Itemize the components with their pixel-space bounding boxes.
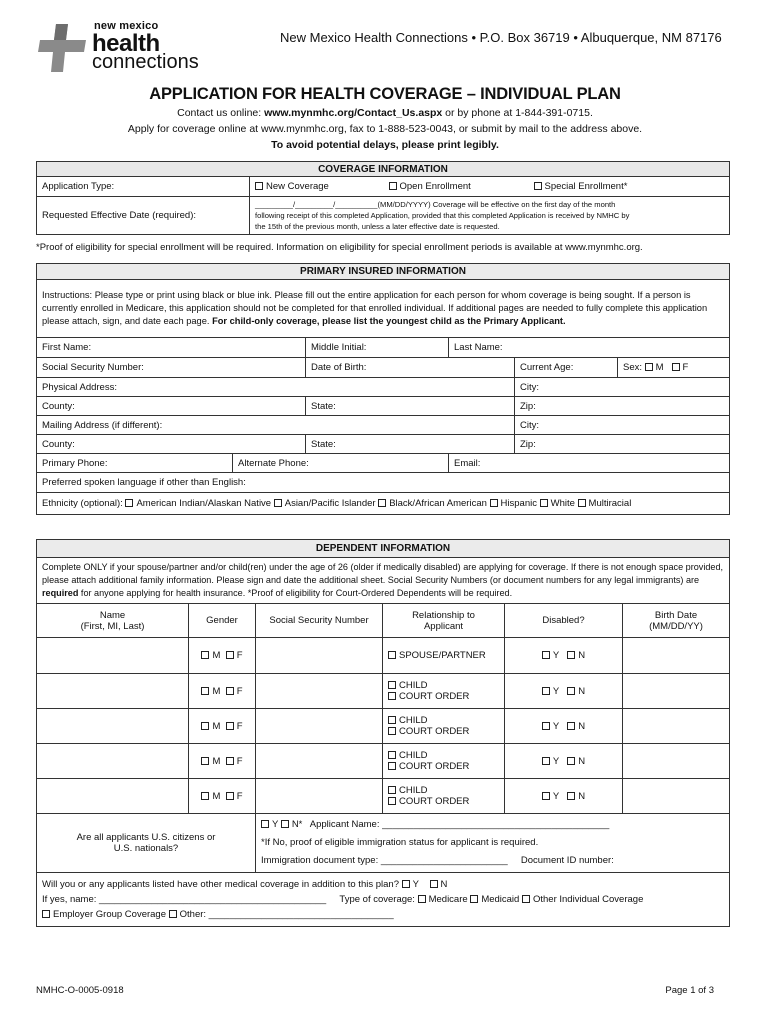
checkbox-icon[interactable]: [226, 651, 234, 659]
contact-link[interactable]: www.mynmhc.org/Contact_Us.aspx: [264, 107, 443, 119]
ethnicity-option: White: [550, 498, 575, 509]
table-row: [37, 709, 730, 744]
citizen-n: N*: [291, 819, 303, 830]
col-birthdate-header: [623, 604, 730, 638]
ssn-field[interactable]: Social Security Number:: [37, 358, 306, 378]
child-label: CHILD: [399, 785, 428, 796]
disabled-n: N: [578, 720, 586, 732]
logo-line2: health: [92, 30, 160, 57]
primary-phone-field[interactable]: Primary Phone:: [37, 454, 233, 473]
col-rel-line1: Relationship to: [412, 609, 475, 621]
dep-gender-field[interactable]: [189, 744, 256, 779]
medicare-label: Medicare: [428, 894, 468, 905]
col-birth-line2: (MM/DD/YY): [649, 620, 703, 632]
court-order-label: COURT ORDER: [399, 796, 470, 807]
state-field[interactable]: State:: [306, 397, 515, 416]
checkbox-icon[interactable]: [542, 722, 550, 730]
effective-date-field[interactable]: [250, 197, 730, 235]
new-coverage-option[interactable]: [250, 177, 384, 197]
checkbox-icon[interactable]: [522, 895, 530, 903]
col-disabled-header: Disabled?: [505, 604, 623, 638]
col-name-line2: (First, MI, Last): [80, 620, 145, 632]
checkbox-icon[interactable]: [226, 757, 234, 765]
effective-date-label: Requested Effective Date (required):: [37, 197, 250, 235]
contact-line: [0, 107, 770, 119]
open-enrollment-option[interactable]: [384, 177, 529, 197]
county-field[interactable]: County:: [37, 397, 306, 416]
open-enrollment-label: Open Enrollment: [399, 181, 471, 192]
applicant-name-field[interactable]: Applicant Name: ___________________________________________: [309, 819, 610, 830]
dependent-intro-end: for anyone applying for health insurance. *Proof of eligibility for Court-Ordered Dependents will be required.: [78, 588, 513, 598]
dep-disabled-field[interactable]: [505, 779, 623, 814]
disabled-y: Y: [552, 720, 560, 732]
gender-f: F: [236, 650, 243, 661]
checkbox-icon[interactable]: [567, 757, 575, 765]
dep-relationship-field[interactable]: [383, 709, 505, 744]
gender-f: F: [236, 720, 243, 732]
instructions-text: Instructions: Please type or print using black or blue ink. Please fill out the entire application for each person for whom coverage is being sought. If a person is currently enrolled in Medicare, this application should not be completed for that enrolled individual. If additional pages are needed to fully complete this application please attach, sign, and date each page.: [42, 290, 708, 326]
table-row: [37, 744, 730, 779]
checkbox-icon[interactable]: [388, 651, 396, 659]
table-row: [37, 638, 730, 674]
col-name-header: [37, 604, 189, 638]
dep-name-field[interactable]: [37, 674, 189, 709]
col-ssn-header: Social Security Number: [256, 604, 383, 638]
dep-gender-field[interactable]: [189, 638, 256, 674]
sex-m-label: M: [655, 362, 664, 373]
dep-relationship-field[interactable]: [383, 674, 505, 709]
checkbox-icon[interactable]: [542, 792, 550, 800]
page-number: Page 1 of 3: [665, 985, 714, 996]
mailing-address: New Mexico Health Connections • P.O. Box 36719 • Albuquerque, NM 87176: [280, 30, 722, 45]
disabled-n: N: [578, 755, 586, 767]
disabled-y: Y: [552, 650, 560, 661]
current-age-field[interactable]: Current Age:: [515, 358, 618, 378]
disabled-y: Y: [552, 685, 560, 697]
court-order-label: COURT ORDER: [399, 726, 470, 737]
checkbox-icon[interactable]: [255, 182, 263, 190]
sex-field[interactable]: [618, 358, 730, 378]
gender-m: M: [212, 790, 221, 802]
mailing-city-field[interactable]: City:: [515, 416, 730, 435]
citizen-y: Y: [272, 819, 279, 830]
effective-date-note-3: the 15th of the previous month, unless a later effective date is requested.: [255, 222, 500, 231]
court-order-label: COURT ORDER: [399, 761, 470, 772]
mailing-state-field[interactable]: State:: [306, 435, 515, 454]
mailing-address-field[interactable]: Mailing Address (if different):: [37, 416, 515, 435]
table-row: [37, 674, 730, 709]
coverage-table: [36, 161, 730, 235]
checkbox-icon[interactable]: [470, 895, 478, 903]
checkbox-icon[interactable]: [201, 687, 209, 695]
first-name-field[interactable]: First Name:: [37, 338, 306, 358]
dep-birthdate-field[interactable]: [623, 744, 730, 779]
effective-date-note-2: following receipt of this completed Application, provided that this completed Application is received by NMHC by: [255, 211, 630, 220]
checkbox-icon[interactable]: [388, 786, 396, 794]
employer-label: Employer Group Coverage: [53, 909, 166, 920]
checkbox-icon[interactable]: [490, 499, 498, 507]
immigration-note: *If No, proof of eligible immigration status for applicant is required.: [261, 837, 539, 848]
child-label: CHILD: [399, 715, 428, 726]
email-field[interactable]: [449, 454, 730, 473]
dep-disabled-field[interactable]: [505, 709, 623, 744]
dependent-intro-text: Complete ONLY if your spouse/partner and/or child(ren) under the age of 26 (older if medically disabled) are applying for coverage. If there is not enough space provided, please attach additional family information. Please sign and date the additional sheet. Social Security Numbers (or document numbers for any legal immigrants) are: [42, 562, 724, 585]
checkbox-icon[interactable]: [226, 687, 234, 695]
checkbox-icon[interactable]: [125, 499, 133, 507]
coverage-type-label: Type of coverage:: [339, 894, 415, 905]
ethnicity-option: Multiracial: [588, 498, 632, 509]
checkbox-icon[interactable]: [567, 722, 575, 730]
disabled-n: N: [578, 790, 586, 802]
col-name-line1: Name: [99, 609, 126, 621]
checkbox-icon[interactable]: [388, 681, 396, 689]
mailing-zip-field[interactable]: Zip:: [515, 435, 730, 454]
checkbox-icon[interactable]: [388, 716, 396, 724]
physical-address-field[interactable]: Physical Address:: [37, 378, 515, 397]
checkbox-icon[interactable]: [540, 499, 548, 507]
checkbox-icon[interactable]: [388, 692, 396, 700]
disabled-y: Y: [552, 755, 560, 767]
checkbox-icon[interactable]: [430, 880, 438, 888]
checkbox-icon[interactable]: [388, 751, 396, 759]
checkbox-icon[interactable]: [578, 499, 586, 507]
dep-birthdate-field[interactable]: [623, 779, 730, 814]
ethnicity-option: Hispanic: [500, 498, 537, 509]
other-coverage-section: [37, 873, 730, 927]
checkbox-icon[interactable]: [567, 687, 575, 695]
dep-disabled-field[interactable]: [505, 744, 623, 779]
disabled-n: N: [578, 650, 586, 661]
col-rel-line2: Applicant: [423, 620, 464, 632]
ethnicity-option: American Indian/Alaskan Native: [136, 498, 272, 509]
special-enrollment-option[interactable]: [529, 177, 730, 197]
dep-name-field[interactable]: [37, 709, 189, 744]
dep-disabled-field[interactable]: [505, 674, 623, 709]
logo: [36, 20, 206, 74]
dep-gender-field[interactable]: [189, 674, 256, 709]
gender-m: M: [212, 685, 221, 697]
col-gender-header: Gender: [189, 604, 256, 638]
coverage-heading: COVERAGE INFORMATION: [37, 162, 730, 177]
primary-heading: PRIMARY INSURED INFORMATION: [37, 264, 730, 280]
contact-suffix: or by phone at 1-844-391-0715.: [442, 107, 593, 119]
checkbox-icon[interactable]: [542, 687, 550, 695]
spouse-label: SPOUSE/PARTNER: [399, 650, 486, 661]
checkbox-icon[interactable]: [645, 363, 653, 371]
email-label: Email:: [454, 457, 481, 469]
dep-ssn-field[interactable]: [256, 744, 383, 779]
dep-disabled-field[interactable]: [505, 638, 623, 674]
language-field[interactable]: Preferred spoken language if other than English:: [37, 473, 730, 493]
checkbox-icon[interactable]: [567, 792, 575, 800]
dep-name-field[interactable]: [37, 744, 189, 779]
immigration-doc-field[interactable]: Immigration document type: ________________________: [261, 855, 508, 866]
checkbox-icon[interactable]: [42, 910, 50, 918]
effective-date-line: _________/_________/__________(MM/DD/YYYY) Coverage will be effective on the first day of the month: [255, 200, 616, 209]
checkbox-icon[interactable]: [201, 651, 209, 659]
primary-instructions: [37, 280, 730, 338]
checkbox-icon[interactable]: [418, 895, 426, 903]
dep-ssn-field[interactable]: [256, 779, 383, 814]
gender-f: F: [236, 790, 243, 802]
health-cross-icon: [36, 22, 88, 74]
child-label: CHILD: [399, 680, 428, 691]
checkbox-icon[interactable]: [201, 792, 209, 800]
dep-relationship-field[interactable]: [383, 779, 505, 814]
apply-line: Apply for coverage online at www.mynmhc.org, fax to 1-888-523-0043, or submit by mail to the address above.: [127, 123, 643, 135]
city-field[interactable]: City:: [515, 378, 730, 397]
checkbox-icon[interactable]: [567, 651, 575, 659]
application-type-label: Application Type:: [37, 177, 250, 197]
col-birth-line1: Birth Date: [654, 609, 698, 621]
citizenship-question: Are all applicants U.S. citizens or U.S. nationals?: [37, 814, 256, 873]
dependent-intro: [37, 558, 730, 604]
gender-m: M: [212, 755, 221, 767]
sex-label: Sex:: [623, 362, 643, 373]
checkbox-icon[interactable]: [378, 499, 386, 507]
dep-birthdate-field[interactable]: [623, 638, 730, 674]
checkbox-icon[interactable]: [388, 797, 396, 805]
new-coverage-label: New Coverage: [266, 181, 329, 192]
checkbox-icon[interactable]: [226, 792, 234, 800]
gender-m: M: [212, 650, 221, 661]
other-coverage-name-field[interactable]: If yes, name: ___________________________________________: [42, 894, 327, 905]
checkbox-icon[interactable]: [201, 722, 209, 730]
ethnicity-option: Black/African American: [389, 498, 487, 509]
dep-name-field[interactable]: [37, 779, 189, 814]
disabled-n: N: [578, 685, 586, 697]
gender-f: F: [236, 755, 243, 767]
mailing-county-field[interactable]: County:: [37, 435, 306, 454]
last-name-field[interactable]: Last Name:: [449, 338, 730, 358]
checkbox-icon[interactable]: [274, 499, 282, 507]
checkbox-icon[interactable]: [226, 722, 234, 730]
checkbox-icon[interactable]: [389, 182, 397, 190]
contact-prefix: Contact us online:: [177, 107, 265, 119]
dep-ssn-field[interactable]: [256, 674, 383, 709]
ethnicity-label: Ethnicity (optional):: [42, 498, 123, 509]
checkbox-icon[interactable]: [281, 820, 289, 828]
dep-gender-field[interactable]: [189, 709, 256, 744]
checkbox-icon[interactable]: [542, 651, 550, 659]
dep-name-field[interactable]: [37, 638, 189, 674]
middle-initial-field[interactable]: Middle Initial:: [306, 338, 449, 358]
alternate-phone-field[interactable]: Alternate Phone:: [233, 454, 449, 473]
table-row: [37, 779, 730, 814]
other-coverage-n: N: [440, 879, 448, 890]
checkbox-icon[interactable]: [672, 363, 680, 371]
special-enrollment-label: Special Enrollment*: [544, 181, 628, 192]
citizenship-answer[interactable]: [256, 814, 730, 873]
other-coverage-question: Will you or any applicants listed have other medical coverage in addition to this plan?: [42, 879, 399, 890]
document-id-field[interactable]: Document ID number:: [520, 855, 614, 866]
disabled-y: Y: [552, 790, 560, 802]
dep-relationship-field[interactable]: [383, 638, 505, 674]
ethnicity-row: [37, 493, 730, 515]
dependent-intro-bold: required: [42, 588, 79, 598]
checkbox-icon[interactable]: [388, 727, 396, 735]
form-id: NMHC-O-0005-0918: [36, 985, 124, 996]
delay-line: To avoid potential delays, please print legibly.: [271, 139, 499, 151]
other-coverage-y: Y: [412, 879, 419, 890]
court-order-label: COURT ORDER: [399, 691, 470, 702]
zip-field[interactable]: Zip:: [515, 397, 730, 416]
gender-f: F: [236, 685, 243, 697]
checkbox-icon[interactable]: [261, 820, 269, 828]
logo-line1: new mexico: [94, 20, 159, 32]
checkbox-icon[interactable]: [201, 757, 209, 765]
logo-line3: connections: [92, 51, 199, 73]
page-title: APPLICATION FOR HEALTH COVERAGE – INDIVIDUAL PLAN: [149, 85, 621, 103]
checkbox-icon[interactable]: [534, 182, 542, 190]
ethnicity-option: Asian/Pacific Islander: [284, 498, 376, 509]
dep-gender-field[interactable]: [189, 779, 256, 814]
other-individual-label: Other Individual Coverage: [532, 894, 644, 905]
dep-birthdate-field[interactable]: [623, 709, 730, 744]
dep-relationship-field[interactable]: [383, 744, 505, 779]
child-label: CHILD: [399, 750, 428, 761]
medicaid-label: Medicaid: [481, 894, 520, 905]
primary-insured-table: [36, 263, 730, 515]
checkbox-icon[interactable]: [402, 880, 410, 888]
dep-ssn-field[interactable]: [256, 638, 383, 674]
special-enrollment-footnote: *Proof of eligibility for special enrollment will be required. Information on eligibility for special enrollment periods is available at www.mynmhc.org.: [36, 242, 643, 253]
instructions-bold: For child-only coverage, please list the youngest child as the Primary Applicant.: [212, 316, 566, 326]
checkbox-icon[interactable]: [169, 910, 177, 918]
other-coverage-field[interactable]: Other: ___________________________________: [179, 909, 394, 920]
gender-m: M: [212, 720, 221, 732]
checkbox-icon[interactable]: [388, 762, 396, 770]
dob-field[interactable]: Date of Birth:: [306, 358, 515, 378]
col-relationship-header: [383, 604, 505, 638]
checkbox-icon[interactable]: [542, 757, 550, 765]
dep-birthdate-field[interactable]: [623, 674, 730, 709]
dependent-heading: DEPENDENT INFORMATION: [37, 540, 730, 558]
dep-ssn-field[interactable]: [256, 709, 383, 744]
sex-f-label: F: [682, 362, 689, 373]
dependent-table: [36, 539, 730, 927]
